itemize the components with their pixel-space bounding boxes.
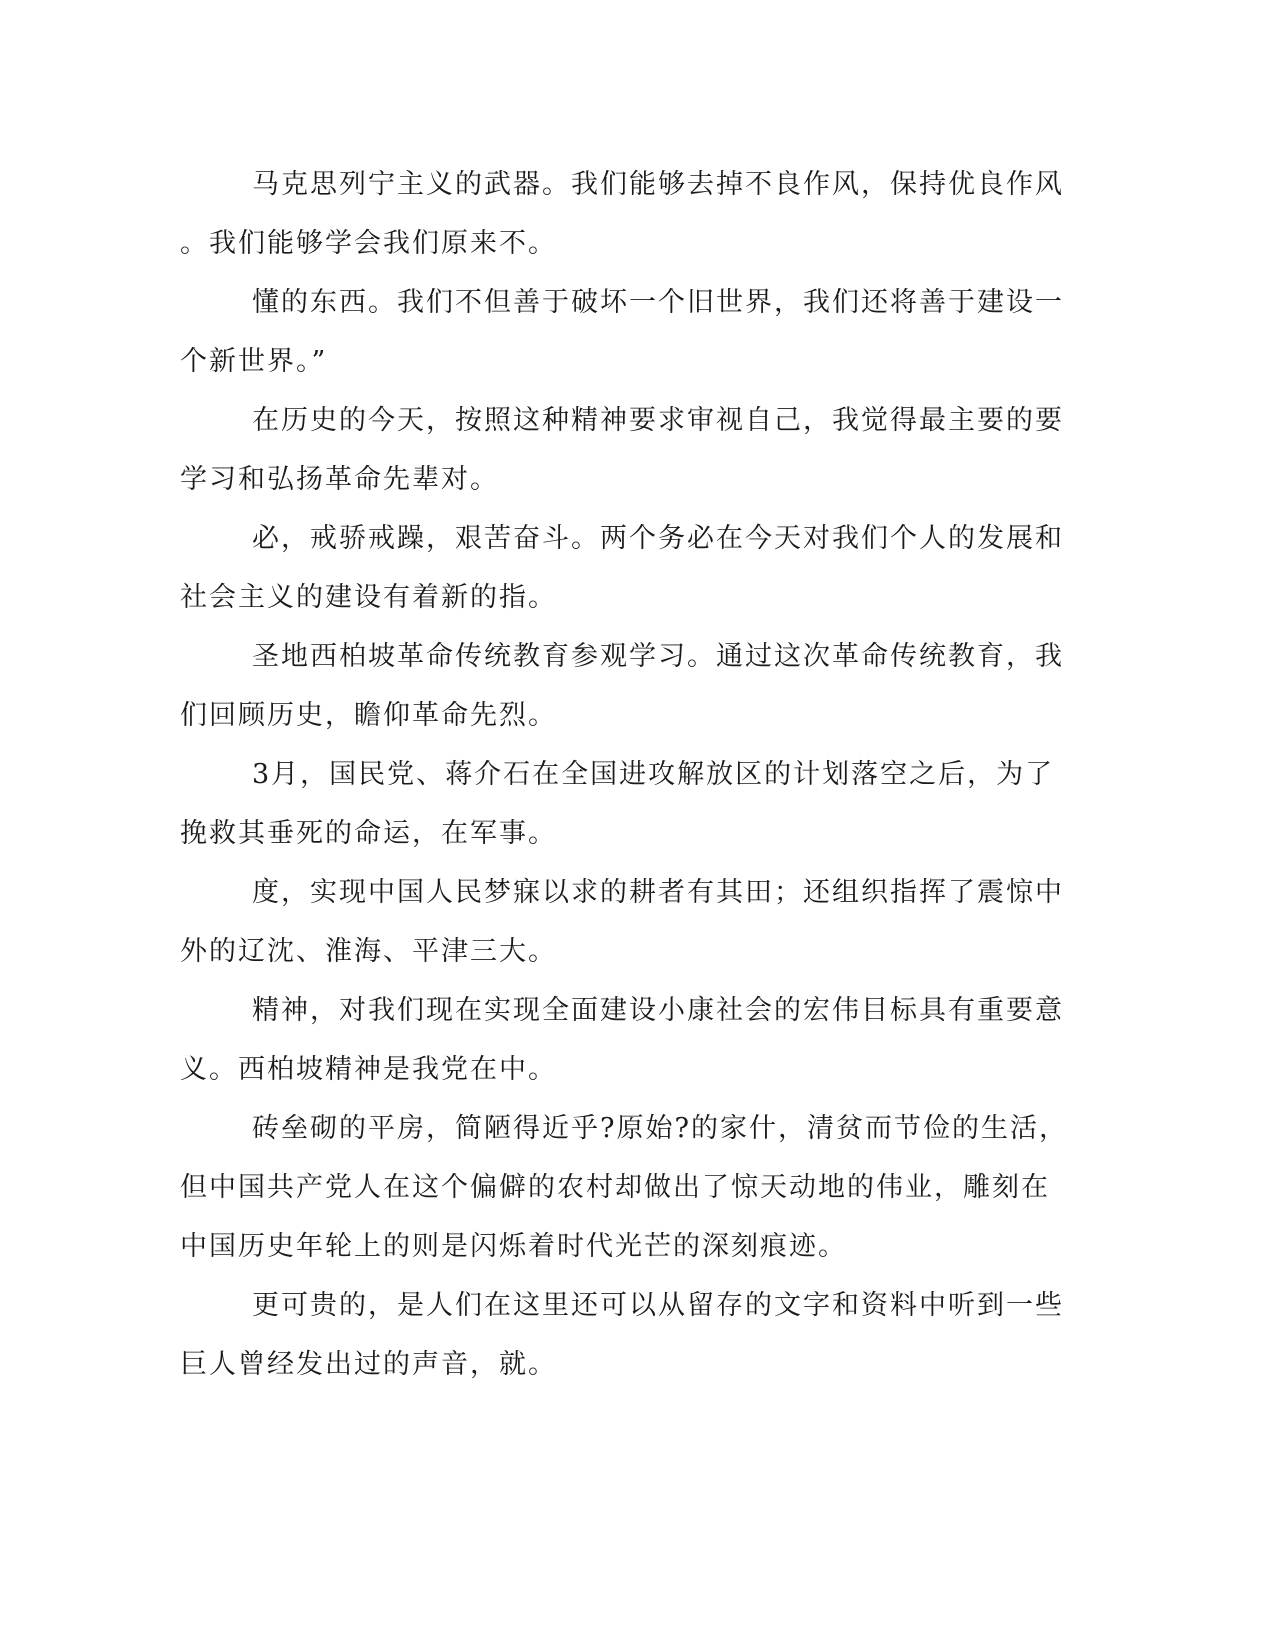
paragraph-10 (180, 1276, 1064, 1394)
paragraph-line: 社会主义的建设有着新的指。 (180, 582, 557, 613)
paragraph-9 (180, 1099, 1068, 1276)
paragraph-line: 中国历史年轮上的则是闪烁着时代光芒的深刻痕迹。 (180, 1231, 847, 1262)
paragraph-line: 在历史的今天，按照这种精神要求审视自己，我觉得最主要的要 (252, 405, 1064, 436)
paragraph-2 (180, 273, 1064, 391)
paragraph-line: 外的辽沈、淮海、平津三大。 (180, 936, 557, 967)
paragraph-line: 懂的东西。我们不但善于破坏一个旧世界，我们还将善于建设一 (252, 287, 1064, 318)
paragraph-line: 学习和弘扬革命先辈对。 (180, 464, 499, 495)
paragraph-line: 精神，对我们现在实现全面建设小康社会的宏伟目标具有重要意 (252, 995, 1064, 1026)
paragraph-line: 。我们能够学会我们原来不。 (180, 228, 557, 259)
paragraph-1 (180, 155, 1064, 273)
paragraph-line: 巨人曾经发出过的声音，就。 (180, 1349, 557, 1380)
paragraph-5 (180, 627, 1064, 745)
paragraph-line: 挽救其垂死的命运，在军事。 (180, 818, 557, 849)
paragraph-3 (180, 391, 1064, 509)
paragraph-line: 度，实现中国人民梦寐以求的耕者有其田；还组织指挥了震惊中 (252, 877, 1064, 908)
paragraph-line: 义。西柏坡精神是我党在中。 (180, 1054, 557, 1085)
paragraph-line: 更可贵的，是人们在这里还可以从留存的文字和资料中听到一些 (252, 1290, 1064, 1321)
paragraph-line: 个新世界。” (180, 346, 328, 377)
paragraph-line: 们回顾历史，瞻仰革命先烈。 (180, 700, 557, 731)
paragraph-line: 但中国共产党人在这个偏僻的农村却做出了惊天动地的伟业，雕刻在 (180, 1172, 1050, 1203)
paragraph-line: 3月，国民党、蒋介石在全国进攻解放区的计划落空之后，为了 (252, 759, 1055, 790)
paragraph-line: 马克思列宁主义的武器。我们能够去掉不良作风，保持优良作风 (252, 169, 1064, 200)
paragraph-line: 必，戒骄戒躁，艰苦奋斗。两个务必在今天对我们个人的发展和 (252, 523, 1064, 554)
paragraph-8 (180, 981, 1064, 1099)
paragraph-4 (180, 509, 1064, 627)
body-text (180, 155, 1068, 1394)
paragraph-6 (180, 745, 1055, 863)
paragraph-7 (180, 863, 1064, 981)
paragraph-line: 砖垒砌的平房，简陋得近乎?原始?的家什，清贫而节俭的生活， (252, 1113, 1068, 1144)
paragraph-line: 圣地西柏坡革命传统教育参观学习。通过这次革命传统教育，我 (252, 641, 1064, 672)
